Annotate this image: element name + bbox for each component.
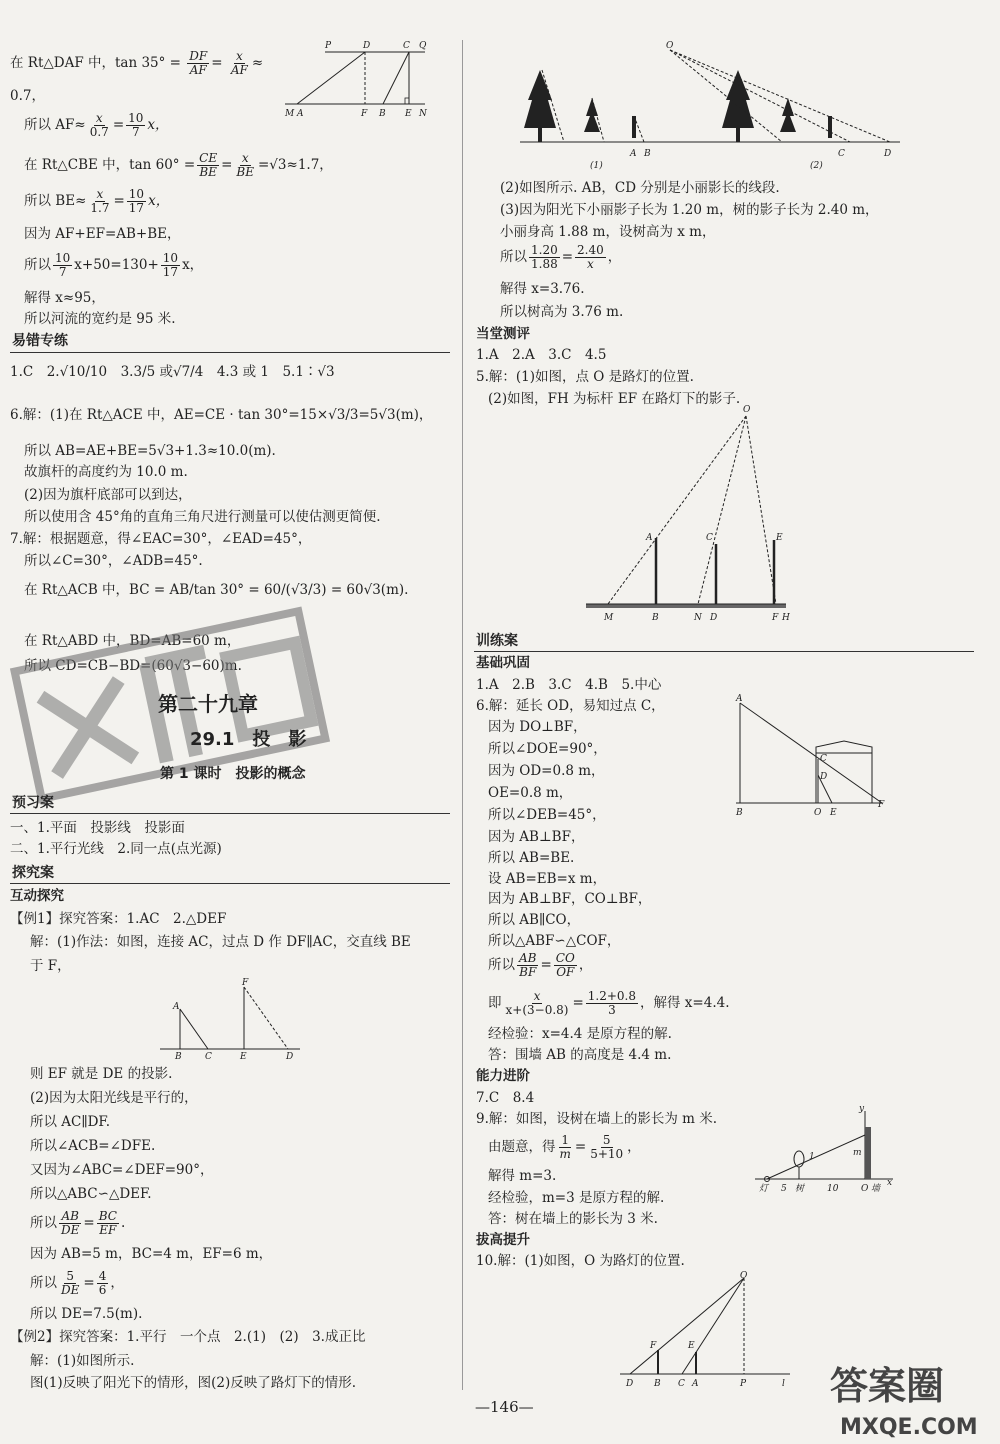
section-heading: 易错专练: [12, 333, 68, 349]
text-line: 所以 $\frac{1.20}{1.88}$ = $\frac{2.40}{x}$ ，: [500, 243, 622, 272]
text-line: 所以△ABC∽△DEF.: [30, 1186, 152, 1202]
svg-text:A: A: [630, 149, 637, 159]
svg-text:(1): (1): [590, 161, 603, 171]
text-line: 所以 AB=BE.: [488, 850, 575, 866]
text-line: 图(1)反映了阳光下的情形，图(2)反映了路灯下的情形.: [30, 1375, 357, 1391]
text-line: (2)如图所示. AB，CD 分别是小丽影长的线段.: [500, 180, 780, 196]
text-line: 所以∠DEB=45°，: [488, 807, 606, 823]
svg-text:Q: Q: [419, 41, 427, 51]
text-line: (2)因为太阳光线是平行的，: [30, 1090, 198, 1106]
figure-street-light: [580, 400, 800, 625]
svg-text:D: D: [363, 41, 371, 51]
text-line: 小丽身高 1.88 m，设树高为 x m，: [500, 224, 716, 240]
text-line: 解：(1)如图所示.: [30, 1353, 135, 1369]
watermark-logo: [810, 1349, 1000, 1444]
text-line: 所以使用含 45°角的直角三角尺进行测量可以使估测更简便.: [24, 509, 381, 525]
text-line: 所以∠DOE=90°，: [488, 741, 607, 757]
heading-rule: [10, 813, 450, 814]
text-line: 因为 DO⊥BF，: [488, 719, 587, 735]
svg-text:C: C: [403, 41, 410, 51]
svg-text:O: O: [814, 808, 822, 818]
svg-text:m: m: [853, 1148, 862, 1158]
text-line: 7.解：根据题意，得∠EAC=30°，∠EAD=45°，: [10, 531, 312, 547]
svg-text:答案圈: 答案圈: [830, 1364, 945, 1408]
svg-text:N: N: [694, 613, 702, 623]
text-line: 所以 AF≈ $\frac{x}{0.7}$ = $\frac{10}{7}$ x，: [24, 111, 169, 140]
text-line: (2)如图，FH 为标杆 EF 在路灯下的影子.: [488, 391, 741, 407]
svg-text:F: F: [242, 978, 249, 988]
svg-text:O: O: [666, 41, 674, 51]
text-line: 又因为∠ABC=∠DEF=90°，: [30, 1162, 214, 1178]
svg-text:D: D: [286, 1052, 294, 1062]
figure-river: [285, 40, 435, 120]
text-line: 所以 $\frac{AB}{DE}$ = $\frac{BC}{EF}$ .: [30, 1209, 126, 1238]
figure-trees-shadows: [520, 40, 900, 175]
svg-text:树: 树: [795, 1184, 805, 1194]
svg-text:D: D: [626, 1379, 634, 1389]
svg-text:E: E: [688, 1341, 695, 1351]
text-line: 解得 x≈95，: [24, 290, 105, 306]
svg-text:E: E: [830, 808, 837, 818]
svg-text:C: C: [706, 533, 713, 543]
text-line: 【例1】探究答案：1.AC 2.△DEF: [10, 911, 227, 927]
subheading: 互动探究: [10, 888, 64, 904]
svg-text:H: H: [782, 613, 790, 623]
text-line: 所以 AB=AE+BE=5√3+1.3≈10.0(m).: [24, 443, 276, 459]
svg-text:F: F: [878, 800, 885, 810]
svg-text:B: B: [654, 1379, 661, 1389]
text-line: 所以河流的宽约是 95 米.: [24, 311, 176, 327]
text-line: 在 Rt△CBE 中，tan 60° = $\frac{CE}{BE}$ = $\frac{x}{BE}$ =√3≈1.7，: [24, 151, 333, 180]
svg-text:A: A: [646, 533, 653, 543]
subheading: 基础巩固: [476, 655, 530, 671]
text-line: 1.A 2.B 3.C 4.B 5.中心: [476, 677, 662, 693]
text-line: 经检验，m=3 是原方程的解.: [488, 1190, 665, 1206]
svg-text:F: F: [772, 613, 779, 623]
svg-text:D: D: [820, 772, 828, 782]
text-line: 由题意，得 $\frac{1}{m}$ = $\frac{5}{5+10}$ ，: [488, 1133, 641, 1162]
text-line: 即 $\frac{x}{x+(3-0.8)}$ = $\frac{1.2+0.8}{3}$ ，解得 x=4.4.: [488, 989, 730, 1018]
svg-text:P: P: [325, 41, 332, 51]
text-line: (2)因为旗杆底部可以到达，: [24, 487, 192, 503]
column-divider: [462, 40, 463, 1390]
text-line: 故旗杆的高度约为 10.0 m.: [24, 464, 188, 480]
lesson-title: 第 1 课时 投影的概念: [160, 766, 306, 782]
text-line: (3)因为阳光下小丽影子长为 1.20 m，树的影子长为 2.40 m，: [500, 202, 879, 218]
text-line: 所以∠C=30°，∠ADB=45°.: [24, 553, 203, 569]
text-line: 答：围墙 AB 的高度是 4.4 m.: [488, 1047, 672, 1063]
svg-text:B: B: [736, 808, 743, 818]
svg-text:F: F: [650, 1341, 657, 1351]
text-line: 【例2】探究答案：1.平行 一个点 2.(1) (2) 3.成正比: [10, 1329, 366, 1345]
text-line: 7.C 8.4: [476, 1090, 535, 1106]
svg-text:O: O: [743, 405, 751, 415]
svg-text:C: C: [820, 754, 827, 764]
svg-text:A: A: [173, 1002, 180, 1012]
text-line: 解得 m=3.: [488, 1168, 557, 1184]
heading-rule: [10, 352, 450, 353]
text-line: 所以 CD=CB−BD=(60√3−60)m.: [24, 658, 242, 674]
svg-text:x: x: [887, 1178, 893, 1188]
svg-text:5: 5: [781, 1184, 787, 1194]
text-line: 在 Rt△ABD 中，BD=AB=60 m，: [24, 633, 241, 649]
svg-text:A: A: [736, 694, 743, 704]
svg-text:E: E: [240, 1052, 247, 1062]
text-line: 所以 $\frac{10}{7}$ x+50=130+ $\frac{10}{17}$ x，: [24, 251, 204, 280]
page-number: —146—: [475, 1398, 534, 1416]
svg-text:B: B: [644, 149, 651, 159]
svg-text:N: N: [419, 109, 427, 119]
text-line: 0.7，: [10, 88, 45, 104]
text-line: 则 EF 就是 DE 的投影.: [30, 1066, 173, 1082]
text-line: 所以 AB∥CO，: [488, 912, 581, 928]
svg-text:灯: 灯: [759, 1184, 769, 1194]
svg-text:A: A: [297, 109, 304, 119]
text-line: 于 F，: [30, 958, 71, 974]
svg-text:E: E: [776, 533, 783, 543]
svg-text:M: M: [604, 613, 614, 623]
text-line: 设 AB=EB=x m，: [488, 871, 607, 887]
svg-text:M: M: [285, 109, 295, 119]
text-line: 6.解：(1)在 Rt△ACE 中，AE=CE · tan 30°=15×√3/3=5√3(m)，: [10, 407, 433, 423]
figure-projection-triangles: [160, 975, 310, 1060]
text-line: 因为 AB⊥BF，CO⊥BF，: [488, 891, 652, 907]
figure-tree-wall: [755, 1105, 895, 1195]
svg-text:F: F: [361, 109, 368, 119]
text-line: 所以∠ACB=∠DFE.: [30, 1138, 156, 1154]
text-line: 所以 $\frac{AB}{BF}$ = $\frac{CO}{OF}$ ，: [488, 951, 593, 980]
subheading: 能力进阶: [476, 1068, 530, 1084]
text-line: 1.A 2.A 3.C 4.5: [476, 347, 607, 363]
svg-text:E: E: [405, 109, 412, 119]
section-title: 29.1 投 影: [190, 729, 307, 750]
text-line: 所以 AC∥DF.: [30, 1114, 110, 1130]
figure-wall-building: [732, 694, 885, 820]
text-line: 答：树在墙上的影长为 3 米.: [488, 1211, 658, 1227]
subheading: 当堂测评: [476, 326, 530, 342]
svg-text:MXQE.COM: MXQE.COM: [840, 1415, 978, 1440]
text-line: 9.解：如图，设树在墙上的影长为 m 米.: [476, 1111, 718, 1127]
svg-text:C: C: [838, 149, 845, 159]
svg-text:1: 1: [809, 1152, 815, 1162]
section-heading: 预习案: [12, 795, 54, 811]
text-line: 经检验：x=4.4 是原方程的解.: [488, 1026, 672, 1042]
svg-text:C: C: [678, 1379, 685, 1389]
text-line: 因为 AF+EF=AB+BE，: [24, 226, 181, 242]
svg-text:O: O: [740, 1271, 748, 1281]
text-line: 因为 AB=5 m，BC=4 m，EF=6 m，: [30, 1246, 273, 1262]
subheading: 拔高提升: [476, 1232, 530, 1248]
text-line: 一、1.平面 投影线 投影面: [10, 820, 185, 836]
svg-text:B: B: [175, 1052, 182, 1062]
svg-text:l: l: [782, 1379, 785, 1389]
svg-text:墙: 墙: [871, 1184, 881, 1194]
text-line: 解：(1)作法：如图，连接 AC，过点 D 作 DF∥AC，交直线 BE: [30, 934, 411, 950]
chapter-title: 第二十九章: [158, 692, 258, 716]
svg-text:P: P: [740, 1379, 747, 1389]
text-line: 5.解：(1)如图，点 O 是路灯的位置.: [476, 369, 694, 385]
text-line: 1.C 2.√10/10 3.3/5 或√7/4 4.3 或 1 5.1∶√3: [10, 364, 335, 380]
section-heading: 训练案: [476, 633, 518, 649]
text-line: 所以△ABF∽△COF，: [488, 933, 621, 949]
section-heading: 探究案: [12, 865, 54, 881]
text-line: 二、1.平行光线 2.同一点(点光源): [10, 841, 222, 857]
heading-rule: [474, 651, 974, 652]
figure-lamp-poles: [620, 1270, 800, 1390]
text-line: 所以树高为 3.76 m.: [500, 304, 624, 320]
svg-text:y: y: [859, 1104, 865, 1114]
svg-text:10: 10: [827, 1184, 839, 1194]
svg-text:(2): (2): [810, 161, 823, 171]
text-line: 6.解：延长 OD，易知过点 C，: [476, 698, 665, 714]
svg-text:B: B: [379, 109, 386, 119]
svg-text:A: A: [692, 1379, 699, 1389]
svg-text:D: D: [884, 149, 892, 159]
heading-rule: [10, 883, 450, 884]
text-line: 在 Rt△ACB 中，BC = AB/tan 30° = 60/(√3/3) = 60√3(m).: [24, 582, 409, 598]
svg-text:O: O: [861, 1184, 869, 1194]
svg-text:B: B: [652, 613, 659, 623]
text-line: 所以 $\frac{5}{DE}$ = $\frac{4}{6}$ ，: [30, 1269, 124, 1298]
text-line: 10.解：(1)如图，O 为路灯的位置.: [476, 1253, 685, 1269]
text-line: OE=0.8 m，: [488, 785, 573, 801]
text-line: 解得 x=3.76.: [500, 281, 585, 297]
text-line: 因为 OD=0.8 m，: [488, 763, 605, 779]
svg-text:C: C: [205, 1052, 212, 1062]
text-line: 所以 DE=7.5(m).: [30, 1306, 143, 1322]
svg-text:D: D: [710, 613, 718, 623]
text-line: 因为 AB⊥BF，: [488, 829, 585, 845]
text-line: 所以 BE≈ $\frac{x}{1.7}$ = $\frac{10}{17}$ x，: [24, 187, 170, 216]
text-line: 在 Rt△DAF 中，tan 35° = $\frac{DF}{AF}$ = $\frac{x}{AF}$ ≈: [10, 49, 264, 78]
